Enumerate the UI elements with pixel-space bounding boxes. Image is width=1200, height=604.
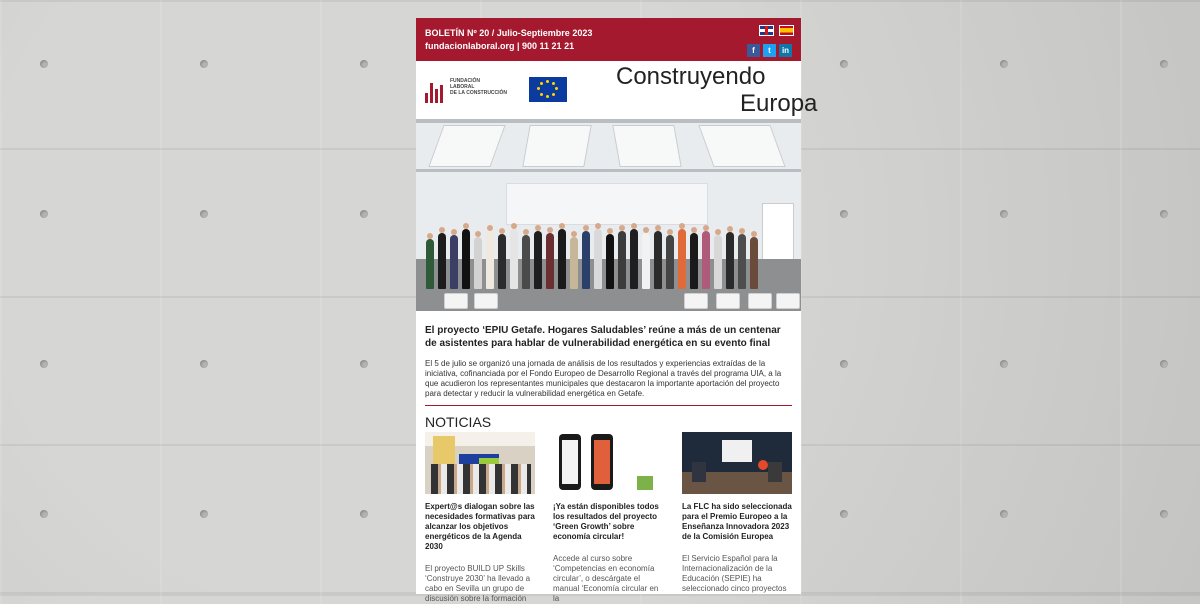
wall-texture-hole	[40, 510, 48, 518]
wall-texture-hole	[1000, 360, 1008, 368]
news-section-heading: NOTICIAS	[425, 414, 492, 430]
fundacion-laboral-logo[interactable]	[425, 77, 515, 103]
news-image[interactable]	[425, 432, 535, 494]
wall-texture-hole	[1160, 60, 1168, 68]
newsletter-title: Construyendo	[616, 63, 766, 90]
eu-flag-icon	[529, 77, 567, 102]
feature-summary: El 5 de julio se organizó una jornada de análisis de los resultados y experiencias extraídas de la iniciativa, cofinanciada por el Fondo Europeo de Desarrollo Regional a través del programa UIA, a la que acudieron los representantes municipales que destacaron la importante aportación del proyecto para detectar y reducir la vulnerabilidad energética en Getafe.	[425, 359, 782, 398]
wall-texture-hole	[360, 210, 368, 218]
news-item	[553, 432, 663, 604]
hero-group-photo[interactable]	[416, 119, 801, 311]
wall-texture-hole	[40, 210, 48, 218]
wall-texture-hole	[840, 510, 848, 518]
facebook-icon[interactable]: f	[747, 44, 760, 57]
news-image[interactable]	[553, 432, 663, 494]
news-title[interactable]: ¡Ya están disponibles todos los resultados del proyecto ‘Green Growth’ sobre economía circular!	[553, 502, 659, 541]
news-item	[425, 432, 535, 604]
news-item	[682, 432, 792, 594]
newsletter-title-line2: Europa	[740, 90, 818, 117]
wall-texture-hole	[1000, 210, 1008, 218]
wall-texture-hole	[840, 60, 848, 68]
wall-texture-hole	[360, 60, 368, 68]
wall-texture-hole	[200, 510, 208, 518]
news-title[interactable]: La FLC ha sido seleccionada para el Premio Europeo a la Enseñanza Innovadora 2023 de la Comisión Europea	[682, 502, 792, 541]
logo-text-line: FUNDACIÓN	[450, 78, 480, 84]
wall-texture-hole	[1160, 210, 1168, 218]
wall-texture-hole	[200, 60, 208, 68]
wall-texture-hole	[1000, 60, 1008, 68]
wall-texture-hole	[1160, 360, 1168, 368]
wall-texture-hole	[840, 360, 848, 368]
newsletter-container	[416, 18, 818, 603]
wall-texture-hole	[40, 360, 48, 368]
uk-flag-icon[interactable]	[759, 25, 774, 36]
wall-texture-hole	[40, 60, 48, 68]
issue-label: BOLETÍN Nº 20 / Julio-Septiembre 2023	[425, 28, 593, 38]
news-summary: Accede al curso sobre ‘Competencias en economía circular’, o descárgate el manual ‘Economía circular en la	[553, 554, 659, 603]
logo-text	[450, 78, 507, 96]
news-summary: El proyecto BUILD UP Skills ‘Construye 2030’ ha llevado a cabo en Sevilla un grupo de discusión sobre la formación	[425, 564, 531, 603]
wall-texture-hole	[200, 210, 208, 218]
logo-text-line: DE LA CONSTRUCCIÓN	[450, 90, 508, 96]
brand-row	[416, 61, 818, 119]
twitter-icon[interactable]: t	[763, 44, 776, 57]
section-divider	[425, 405, 792, 406]
news-image[interactable]	[682, 432, 792, 494]
feature-headline[interactable]: El proyecto ‘EPIU Getafe. Hogares Saludables’ reúne a más de un centenar de asistentes para hablar de vulnerabilidad energética en su evento final	[425, 325, 781, 349]
wall-texture-hole	[200, 360, 208, 368]
website-phone-link[interactable]: fundacionlaboral.org | 900 11 21 21	[425, 41, 575, 51]
newsletter-header-bar	[416, 18, 801, 61]
wall-texture-hole	[1160, 510, 1168, 518]
wall-texture-hole	[360, 510, 368, 518]
spain-flag-icon[interactable]	[779, 25, 794, 36]
news-summary: El Servicio Español para la Internacionalización de la Educación (SEPIE) ha seleccionado cinco proyectos	[682, 554, 787, 593]
wall-texture-hole	[1000, 510, 1008, 518]
wall-texture-hole	[840, 210, 848, 218]
news-title[interactable]: Expert@s dialogan sobre las necesidades formativas para alcanzar los objetivos energéticos de la Agenda 2030	[425, 502, 535, 551]
logo-text-line: LABORAL	[450, 84, 475, 90]
wall-texture-hole	[360, 360, 368, 368]
linkedin-icon[interactable]: in	[779, 44, 792, 57]
